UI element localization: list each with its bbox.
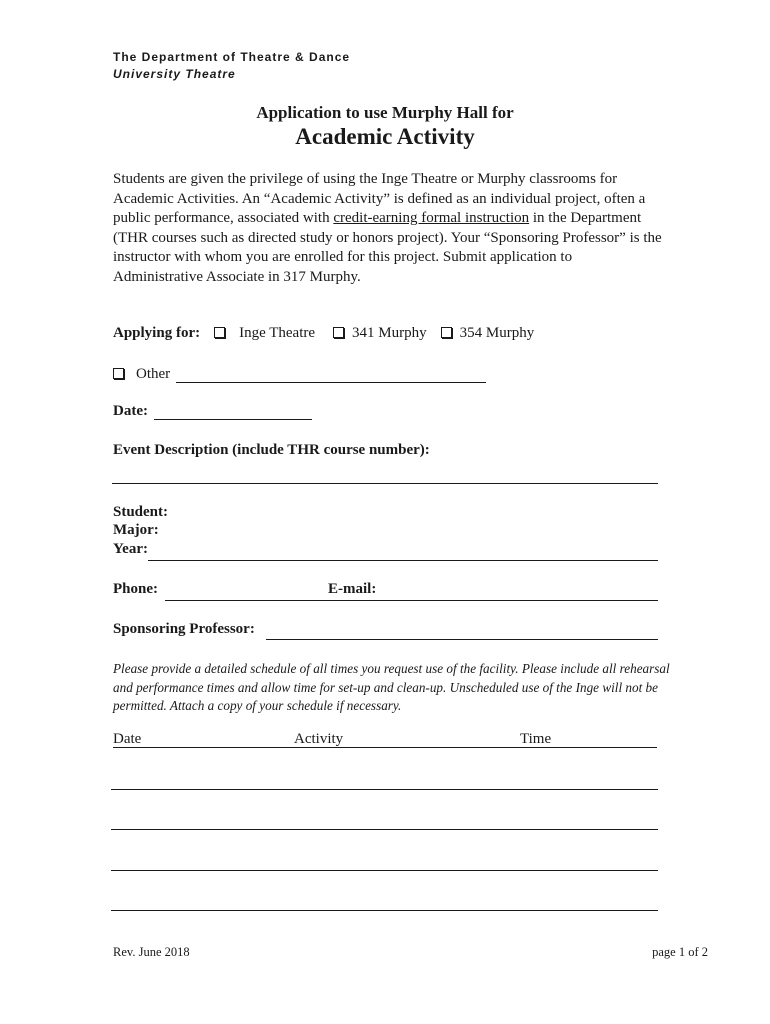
event-description-label: Event Description (include THR course number): xyxy=(113,442,430,458)
schedule-header-underline xyxy=(113,747,657,748)
column-header-activity: Activity xyxy=(294,731,344,747)
354-murphy-option: 354 Murphy xyxy=(459,325,535,341)
other-checkbox[interactable] xyxy=(113,368,124,379)
sponsoring-professor-line[interactable] xyxy=(266,639,658,640)
intro-paragraph xyxy=(113,170,663,287)
date-label: Date: xyxy=(113,403,148,419)
event-description-line[interactable] xyxy=(112,483,658,484)
year-input-line[interactable] xyxy=(148,560,658,561)
unit-name: University Theatre xyxy=(113,67,236,81)
354-murphy-checkbox[interactable] xyxy=(441,327,452,338)
year-label: Year: xyxy=(113,541,148,557)
other-label: Other xyxy=(136,366,171,382)
date-input-line[interactable] xyxy=(154,419,312,420)
page-number: page 1 of 2 xyxy=(652,945,708,959)
inge-theatre-checkbox[interactable] xyxy=(214,327,225,338)
form-title-line2: Academic Activity xyxy=(295,124,475,149)
department-name: The Department of Theatre & Dance xyxy=(113,50,351,64)
major-label: Major: xyxy=(113,522,159,538)
schedule-row-line[interactable] xyxy=(111,789,658,790)
schedule-row-line[interactable] xyxy=(111,870,658,871)
phone-email-input-line[interactable] xyxy=(165,600,658,601)
schedule-row-line[interactable] xyxy=(111,910,658,911)
341-murphy-option: 341 Murphy xyxy=(352,325,427,341)
other-input-line[interactable] xyxy=(176,382,486,383)
intro-text-part1: Students are given the privilege of using the Inge Theatre or Murphy classrooms for Academic Activities. An “Academic Activity” is defined as an individual project, often a public performance, associated with xyxy=(113,171,646,226)
341-murphy-checkbox[interactable] xyxy=(333,327,344,338)
revision-date: Rev. June 2018 xyxy=(113,945,190,959)
form-title-line1: Application to use Murphy Hall for xyxy=(256,103,514,122)
intro-text-part2: in the Department (THR courses such as directed study or honors project). Your “Sponsoring Professor” is the instructor with whom you are enrolled for this project. Submit application to Administrative Associate in 317 Murphy. xyxy=(113,210,662,285)
column-header-date: Date xyxy=(113,731,142,747)
sponsoring-professor-label: Sponsoring Professor: xyxy=(113,621,255,637)
applying-for-row xyxy=(113,324,534,342)
column-header-time: Time xyxy=(520,731,552,747)
student-label: Student: xyxy=(113,504,169,520)
schedule-row-line[interactable] xyxy=(111,829,658,830)
schedule-instructions: Please provide a detailed schedule of all times you request use of the facility. Please include all rehearsal and performance times and allow time for set-up and clean-up. Unscheduled use of the Inge will not be permitted. Attach a copy of your schedule if necessary. xyxy=(113,661,670,713)
applying-for-label: Applying for: xyxy=(113,325,201,341)
other-row xyxy=(113,365,170,383)
phone-label: Phone: xyxy=(113,581,158,597)
email-label: E-mail: xyxy=(328,581,377,597)
intro-underlined-text: credit-earning formal instruction xyxy=(333,210,530,226)
inge-theatre-option: Inge Theatre xyxy=(239,325,316,341)
